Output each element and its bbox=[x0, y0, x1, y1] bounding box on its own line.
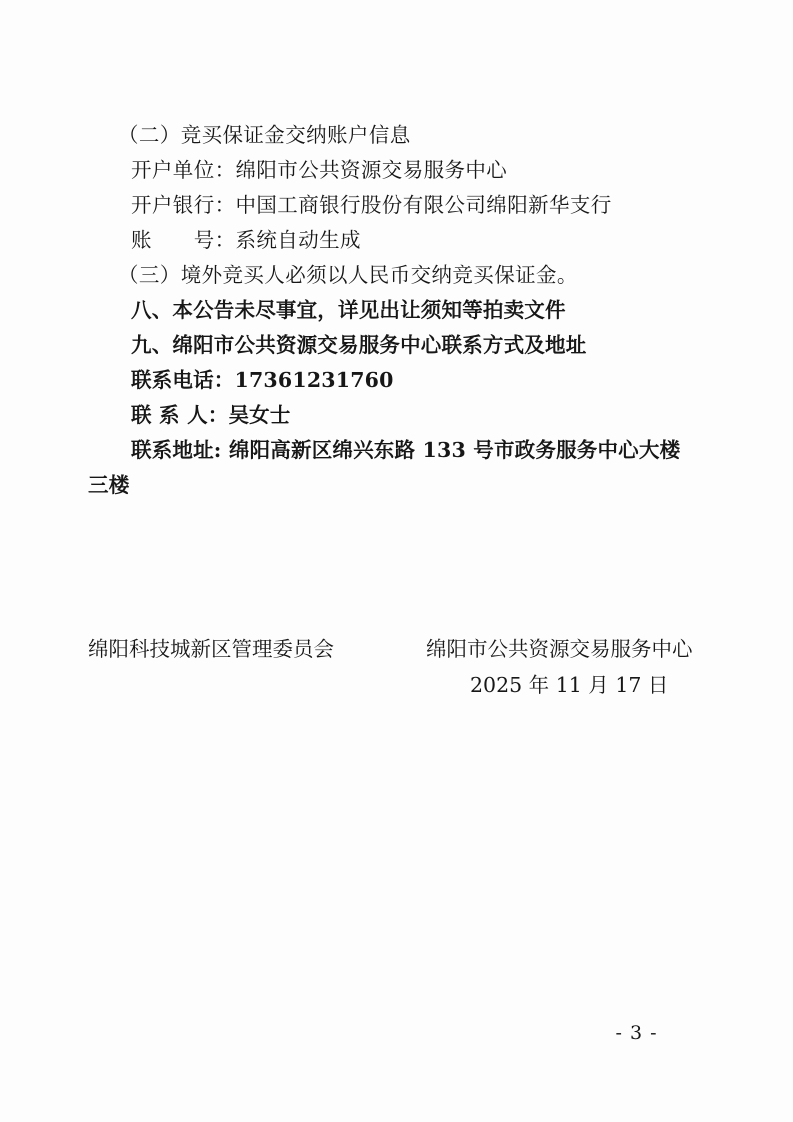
text-line-overseas-bidder-note: （三）境外竞买人必须以人民币交纳竞买保证金。 bbox=[118, 263, 578, 287]
spacer bbox=[88, 503, 708, 631]
signature-row bbox=[88, 631, 708, 667]
signature-date: 2025 年 11 月 17 日 bbox=[470, 673, 669, 697]
text-line-account-holder: 开户单位：绵阳市公共资源交易服务中心 bbox=[131, 158, 508, 182]
text-line-contact-person: 联 系 人：吴女士 bbox=[131, 403, 291, 427]
text-line-section-nine: 九、绵阳市公共资源交易服务中心联系方式及地址 bbox=[131, 333, 587, 357]
signature-left-organization: 绵阳科技城新区管理委员会 bbox=[88, 637, 334, 661]
page-number-value: - 3 - bbox=[615, 1022, 658, 1044]
signature-right-organization: 绵阳市公共资源交易服务中心 bbox=[426, 637, 693, 661]
text-line-contact-address: 联系地址: 绵阳高新区绵兴东路 133 号市政务服务中心大楼 bbox=[131, 438, 681, 462]
page-number-footer bbox=[0, 1022, 793, 1044]
text-line-contact-address-continued: 三楼 bbox=[88, 473, 130, 497]
document-body bbox=[88, 118, 708, 703]
signature-date-row bbox=[88, 667, 708, 703]
text-line-contact-phone: 联系电话：17361231760 bbox=[131, 368, 394, 392]
text-line-account-number: 账 号：系统自动生成 bbox=[131, 228, 361, 252]
text-line-deposit-account-heading: （二）竞买保证金交纳账户信息 bbox=[118, 123, 411, 147]
text-line-section-eight: 八、本公告未尽事宜，详见出让须知等拍卖文件 bbox=[131, 298, 566, 322]
text-line-bank-name: 开户银行：中国工商银行股份有限公司绵阳新华支行 bbox=[131, 193, 612, 217]
